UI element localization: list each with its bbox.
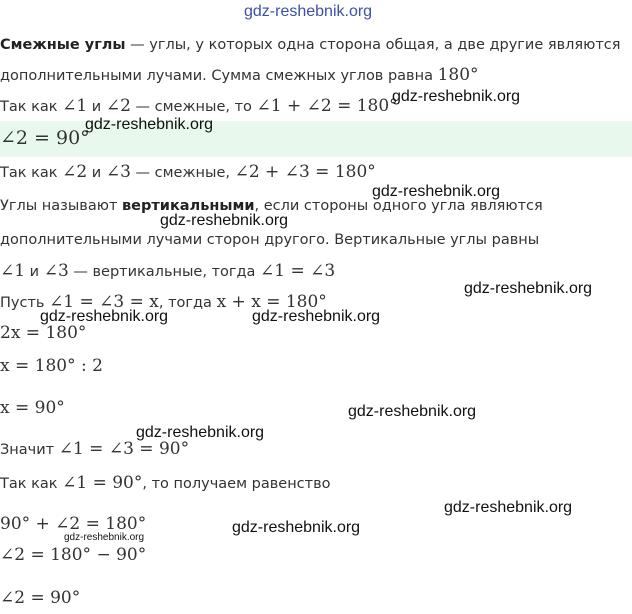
watermark: gdz-reshebnik.org (444, 499, 573, 516)
definition-adjacent-line-2: дополнительными лучами. Сумма смежных углов равна 180° (0, 65, 479, 85)
step-let-x: Пусть ∠1 = ∠3 = x, тогда x + x = 180° (0, 292, 327, 312)
watermark: gdz-reshebnik.org (392, 88, 521, 105)
watermark: gdz-reshebnik.org (348, 403, 477, 420)
step-therefore: Значит ∠1 = ∠3 = 90° (0, 439, 190, 459)
watermark: gdz-reshebnik.org (40, 308, 169, 325)
equation-x-divide: x = 180° : 2 (0, 356, 103, 376)
term-vertical: вертикальными (122, 198, 255, 214)
definition-adjacent-line-1: Смежные углы — углы, у которых одна сторона общая, а две другие являются (0, 37, 621, 53)
watermark-top: gdz-reshebnik.org (244, 3, 373, 20)
term-adjacent: Смежные углы (0, 37, 126, 53)
watermark: gdz-reshebnik.org (85, 116, 214, 133)
watermark: gdz-reshebnik.org (464, 280, 593, 297)
step-since-angle1: Так как ∠1 = 90°, то получаем равенство (0, 473, 331, 493)
step-adjacent-12: Так как ∠1 и ∠2 — смежные, то ∠1 + ∠2 = 180° (0, 96, 398, 116)
equation-x-result: x = 90° (0, 398, 65, 418)
definition-vertical-line-2: дополнительными лучами сторон другого. Вертикальные углы равны (0, 232, 540, 248)
watermark: gdz-reshebnik.org (136, 424, 265, 441)
step-adjacent-23: Так как ∠2 и ∠3 — смежные, ∠2 + ∠3 = 180° (0, 162, 376, 182)
watermark: gdz-reshebnik.org (160, 212, 289, 229)
step-vertical-13: ∠1 и ∠3 — вертикальные, тогда ∠1 = ∠3 (0, 261, 336, 281)
equation-final: ∠2 = 90° (0, 588, 81, 608)
equation-sum: 90° + ∠2 = 180° (0, 514, 147, 534)
answer-angle-2: ∠2 = 90° (0, 127, 90, 149)
equation-2x: 2x = 180° (0, 323, 87, 343)
definition-vertical-line-1: Углы называют вертикальными, если стороны одного угла являются (0, 198, 543, 214)
watermark-small: gdz-reshebnik.org (64, 532, 145, 543)
watermark: gdz-reshebnik.org (252, 308, 381, 325)
equation-subtract: ∠2 = 180° − 90° (0, 545, 147, 565)
watermark: gdz-reshebnik.org (372, 183, 501, 200)
watermark: gdz-reshebnik.org (232, 519, 361, 536)
